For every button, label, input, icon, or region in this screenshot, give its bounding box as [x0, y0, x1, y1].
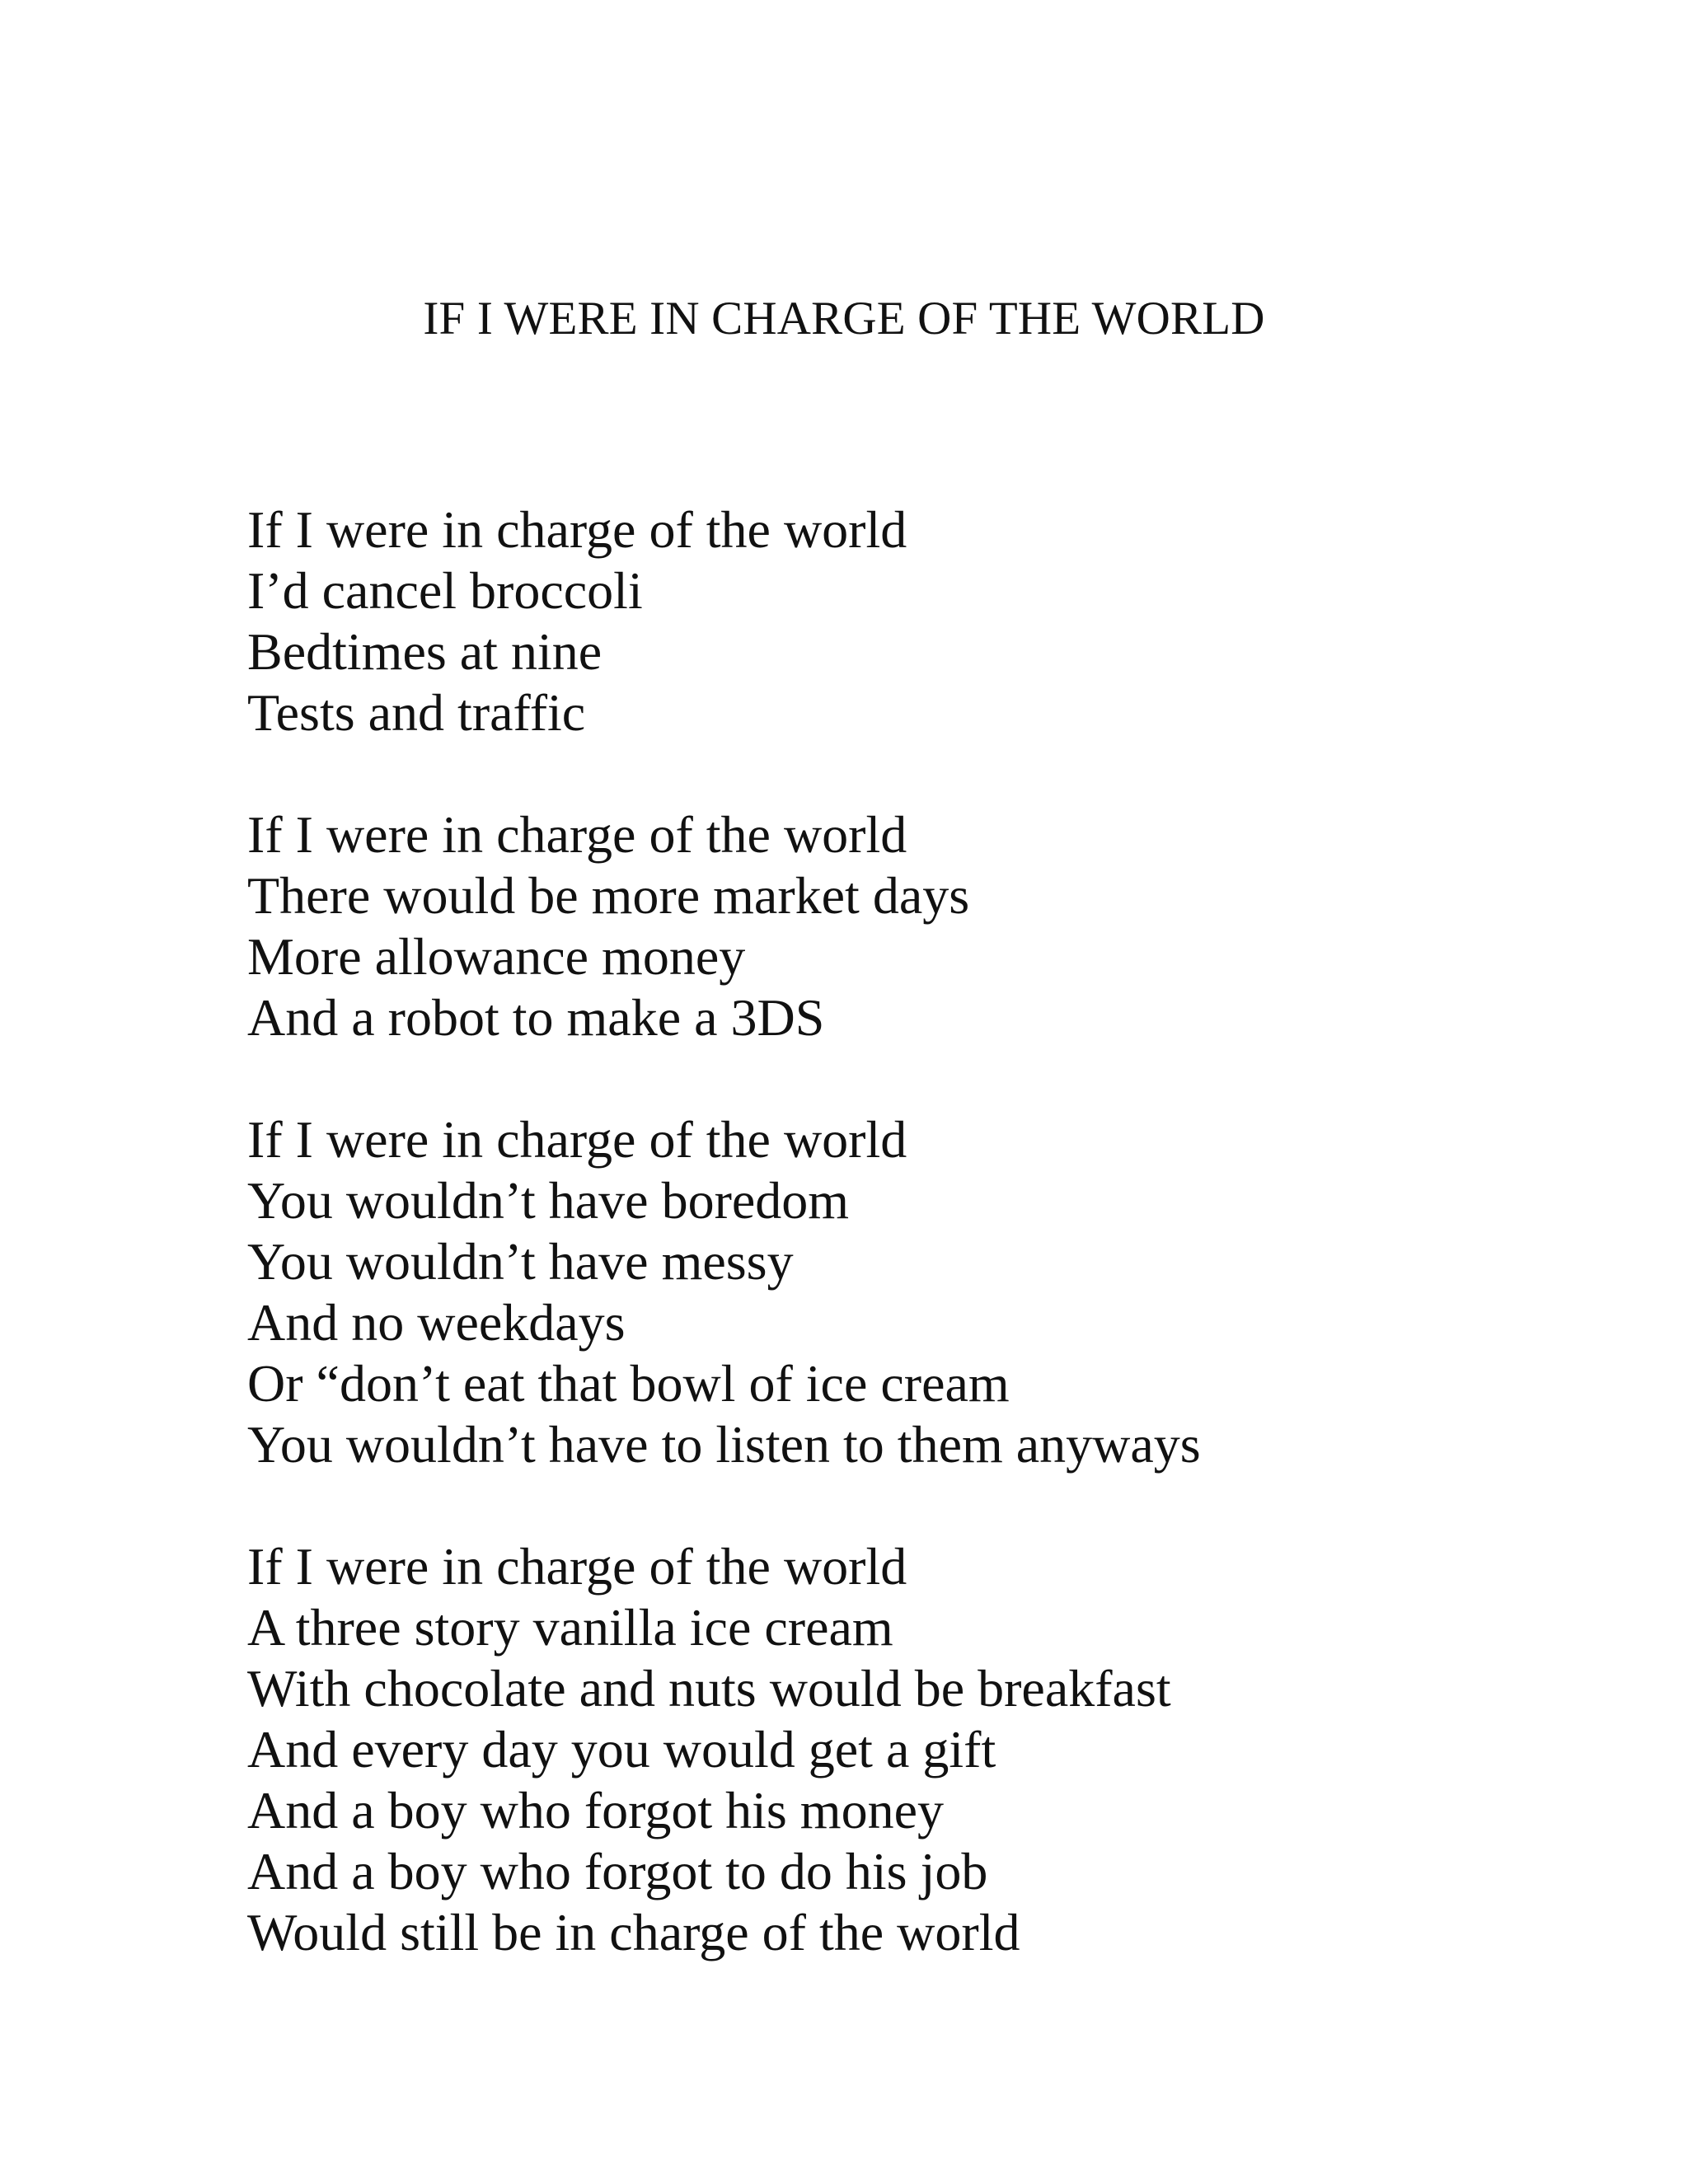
- poem-line: Would still be in charge of the world: [247, 1903, 1020, 1961]
- poem-line: Or “don’t eat that bowl of ice cream: [247, 1354, 1010, 1413]
- poem-line: A three story vanilla ice cream: [247, 1598, 893, 1657]
- stanza-3: [247, 1109, 1648, 1475]
- poem-line: I’d cancel broccoli: [247, 561, 643, 620]
- poem-line: And no weekdays: [247, 1293, 626, 1352]
- stanza-4: [247, 1536, 1648, 1963]
- poem-line: You wouldn’t have to listen to them anyways: [247, 1415, 1201, 1474]
- stanza-1: [247, 499, 1648, 743]
- poem-line: There would be more market days: [247, 866, 970, 925]
- poem-title: IF I WERE IN CHARGE OF THE WORLD: [423, 293, 1265, 344]
- stanza-2: [247, 804, 1648, 1048]
- poem-line: Tests and traffic: [247, 683, 586, 742]
- poem-line: And a boy who forgot to do his job: [247, 1842, 988, 1900]
- poem-line: And a robot to make a 3DS: [247, 988, 825, 1047]
- poem-line: More allowance money: [247, 927, 746, 986]
- poem-line: If I were in charge of the world: [247, 1110, 907, 1169]
- poem-line: With chocolate and nuts would be breakfast: [247, 1659, 1171, 1718]
- poem-line: You wouldn’t have messy: [247, 1232, 794, 1291]
- poem-line: You wouldn’t have boredom: [247, 1171, 850, 1230]
- poem-body: [247, 499, 1648, 2024]
- poem-line: If I were in charge of the world: [247, 1537, 907, 1596]
- poem-line: And a boy who forgot his money: [247, 1781, 944, 1840]
- poem-line: If I were in charge of the world: [247, 805, 907, 864]
- poem-line: If I were in charge of the world: [247, 500, 907, 559]
- poem-line: Bedtimes at nine: [247, 622, 603, 681]
- poem-line: And every day you would get a gift: [247, 1720, 996, 1779]
